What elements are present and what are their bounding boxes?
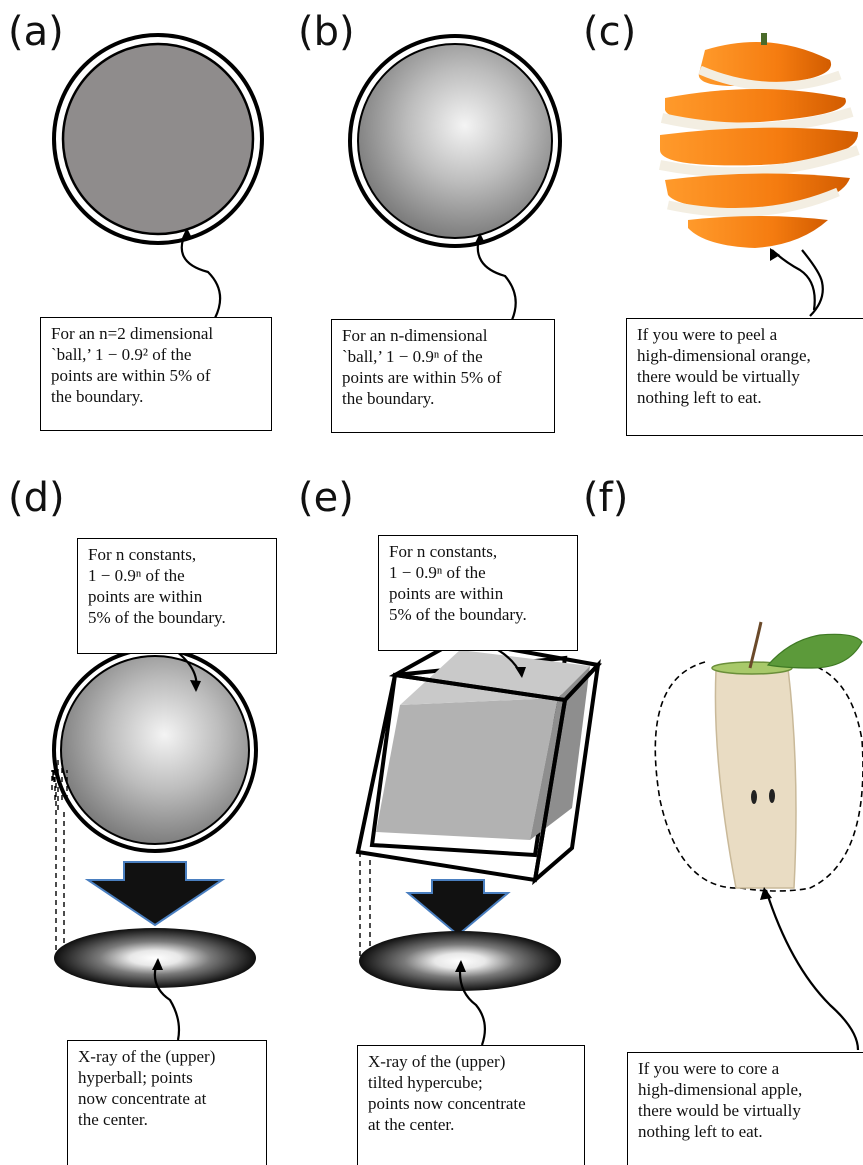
- caption-line: `ball,’ 1 − 0.9² of the: [51, 345, 192, 364]
- caption-line: 1 − 0.9ⁿ of the: [88, 566, 185, 585]
- caption-line: If you were to peel a: [637, 325, 778, 344]
- panel-e-hypercube: [358, 640, 598, 880]
- panel-e-caption-bottom: [357, 1045, 585, 1165]
- caption-line: high-dimensional apple,: [638, 1080, 803, 1099]
- panel-b-caption: [331, 319, 555, 433]
- caption-line: tilted hypercube;: [368, 1073, 483, 1092]
- caption-line: nothing left to eat.: [637, 388, 762, 407]
- caption-line: X-ray of the (upper): [78, 1047, 216, 1066]
- caption-line: there would be virtually: [638, 1101, 801, 1120]
- panel-label-b: (b): [298, 9, 355, 55]
- panel-e-down-arrow: [408, 880, 508, 935]
- panel-e-caption-top: [378, 535, 578, 651]
- caption-line: For n constants,: [88, 545, 197, 564]
- panel-d-hyperball: [52, 648, 256, 851]
- caption-line: points are within: [88, 587, 203, 606]
- caption-line: hyperball; points: [78, 1068, 193, 1087]
- caption-line: points now concentrate: [368, 1094, 526, 1113]
- panel-label-a: (a): [8, 9, 64, 55]
- caption-line: points are within 5% of: [51, 366, 211, 385]
- caption-line: now concentrate at: [78, 1089, 207, 1108]
- caption-line: `ball,’ 1 − 0.9ⁿ of the: [342, 347, 483, 366]
- panel-d-caption-top: [77, 538, 277, 654]
- panel-d-caption-bottom: [67, 1040, 267, 1165]
- caption-line: the boundary.: [342, 389, 435, 408]
- caption-line: For n constants,: [389, 542, 498, 561]
- panel-label-f: (f): [583, 475, 629, 521]
- panel-f-caption: [627, 1052, 863, 1165]
- panel-b-sphere: [350, 36, 560, 320]
- caption-line: For an n=2 dimensional: [51, 324, 214, 343]
- caption-line: 5% of the boundary.: [88, 608, 226, 627]
- panel-d-down-arrow: [88, 862, 222, 925]
- caption-line: the center.: [78, 1110, 148, 1129]
- caption-line: points are within: [389, 584, 504, 603]
- panel-a-caption: [40, 317, 272, 431]
- panel-f-apple: [655, 622, 863, 1050]
- caption-line: 5% of the boundary.: [389, 605, 527, 624]
- caption-line: If you were to core a: [638, 1059, 780, 1078]
- caption-line: points are within 5% of: [342, 368, 502, 387]
- panel-label-c: (c): [583, 9, 637, 55]
- caption-line: nothing left to eat.: [638, 1122, 763, 1141]
- panel-label-e: (e): [298, 475, 354, 521]
- caption-line: For an n-dimensional: [342, 326, 488, 345]
- panel-a-disk: [54, 35, 262, 318]
- caption-line: at the center.: [368, 1115, 455, 1134]
- caption-line: there would be virtually: [637, 367, 800, 386]
- panel-label-d: (d): [8, 475, 65, 521]
- caption-line: 1 − 0.9ⁿ of the: [389, 563, 486, 582]
- panel-c-caption: [626, 318, 863, 436]
- panel-c-orange: [660, 33, 858, 316]
- caption-line: X-ray of the (upper): [368, 1052, 506, 1071]
- caption-line: high-dimensional orange,: [637, 346, 811, 365]
- caption-line: the boundary.: [51, 387, 144, 406]
